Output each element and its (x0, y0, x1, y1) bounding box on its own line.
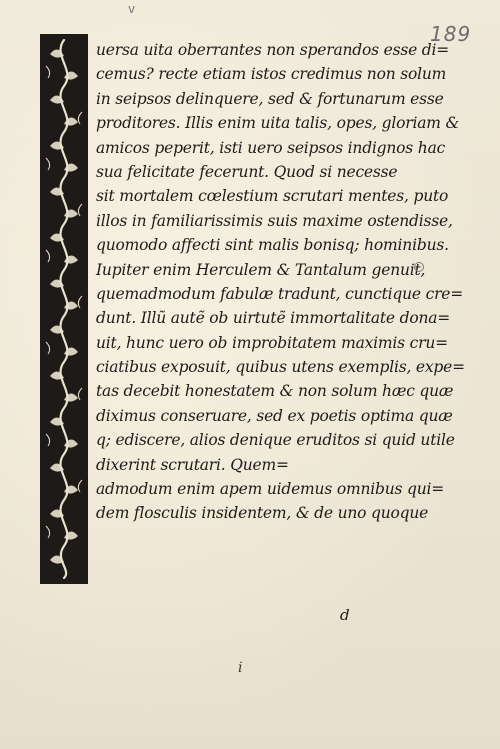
text-line: quomodo affecti sint malis bonisq; hominibus. (96, 236, 449, 255)
text-line: proditores. Illis enim uita talis, opes, gloriam & (96, 114, 460, 133)
woodcut-border-ornament (40, 34, 88, 584)
text-line: uit, hunc uero ob improbitatem maximis cru= (96, 333, 448, 352)
text-line: cemus? recte etiam istos credimus non solum (96, 65, 447, 84)
catchword: d (340, 606, 350, 624)
text-line: q; ediscere, alios denique eruditos si quid utile (96, 431, 455, 450)
text-line: sua felicitate fecerunt. Quod si necesse (96, 162, 398, 181)
text-line: quemadmodum fabulæ tradunt, cunctique cre= (96, 284, 464, 303)
text-line: admodum enim apem uidemus omnibus qui= (96, 480, 445, 499)
text-line: Iupiter enim Herculem & Tantalum genuit, (96, 260, 426, 279)
text-line: amicos peperit, isti uero seipsos indignos hac (96, 138, 446, 157)
text-line: illos in familiarissimis suis maxime ostendisse, (96, 211, 453, 230)
text-line: dem flosculis insidentem, & de uno quoque (96, 504, 429, 523)
text-line: sit mortalem cœlestium scrutari mentes, puto (96, 187, 449, 206)
text-line: dixerint scrutari. Quem= (96, 455, 289, 474)
folio-number: 189 (430, 22, 472, 46)
text-line: dunt. Illũ autẽ ob uirtutẽ immortalitate dona= (96, 309, 451, 328)
top-mark: v (128, 2, 136, 16)
text-line: in seipsos delinquere, sed & fortunarum esse (96, 89, 444, 108)
text-line: uersa uita oberrantes non sperandos esse di= (96, 41, 450, 59)
margin-mark (414, 262, 424, 272)
text-line: tas decebit honestatem & non solum hæc quæ (96, 382, 454, 401)
signature-mark: i (238, 660, 243, 676)
latin-text-block (96, 38, 465, 526)
text-line: ciatibus exposuit, quibus utens exemplis, expe= (96, 358, 465, 377)
text-line: diximus conseruare, sed ex poetis optima quæ (96, 406, 453, 425)
